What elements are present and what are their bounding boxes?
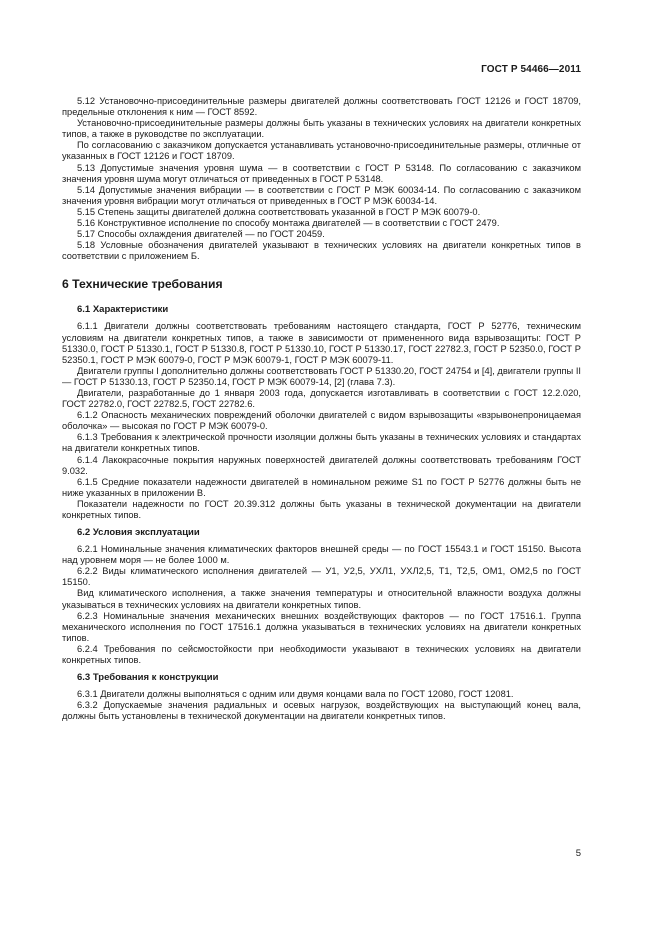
paragraph: 6.3.2 Допускаемые значения радиальных и осевых нагрузок, воздействующих на выступающий конец вала, должны быть установлены в технической документации на двигатели конкретных типов. <box>62 700 581 722</box>
paragraph: Показатели надежности по ГОСТ 20.39.312 должны быть указаны в технической документации на двигатели конкретных типов. <box>62 498 581 520</box>
paragraph: По согласованию с заказчиком допускается устанавливать установочно-присоединительные размеры, отличные от указанных в ГОСТ 12126 и ГОСТ 18709. <box>62 140 581 162</box>
paragraph: 6.1.1 Двигатели должны соответствовать требованиям настоящего стандарта, ГОСТ Р 52776, техническим условиям на двигатели конкретных типов, а также в зависимости от примененного вида взрывозащиты: ГОСТ Р 51330.0, ГОСТ Р 51330.1, ГОСТ Р 51330.8, ГОСТ Р 51330.10, ГОСТ Р 51330.17, ГОСТ 22782.3, ГОСТ Р 52350.0, ГОСТ Р 52350.1, ГОСТ Р МЭК 60079-0, ГОСТ Р МЭК 60079-1, ГОСТ Р МЭК 60079-11. <box>62 321 581 365</box>
paragraph: 5.18 Условные обозначения двигателей указывают в технических условиях на двигатели конкретных типов в соответствии с приложением Б. <box>62 240 581 262</box>
paragraph: Вид климатического исполнения, а также значения температуры и относительной влажности воздуха должны указываться в технических условиях на двигатели конкретных типов. <box>62 588 581 610</box>
paragraph: 6.2.3 Номинальные значения механических внешних воздействующих факторов — по ГОСТ 17516.1. Группа механического исполнения по ГОСТ 17516.1 должна указываться в технических условиях на двигатели конкретных типов. <box>62 610 581 643</box>
paragraph: 6.2.1 Номинальные значения климатических факторов внешней среды — по ГОСТ 15543.1 и ГОСТ 15150. Высота над уровнем моря — не более 1000 м. <box>62 544 581 566</box>
paragraph: 6.1.3 Требования к электрической прочности изоляции должны быть указаны в технических условиях и стандартах на двигатели конкретных типов. <box>62 432 581 454</box>
paragraph: Установочно-присоединительные размеры должны быть указаны в технических условиях на двигатели конкретных типов, а также в руководстве по эксплуатации. <box>62 118 581 140</box>
paragraph: 5.16 Конструктивное исполнение по способу монтажа двигателей — в соответствии с ГОСТ 2479. <box>77 218 500 229</box>
paragraph: 6.1.5 Средние показатели надежности двигателей в номинальном режиме S1 по ГОСТ Р 52776 должны быть не ниже указанных в приложении В. <box>62 476 581 498</box>
paragraph: 5.14 Допустимые значения вибрации — в соответствии с ГОСТ Р МЭК 60034-14. По согласованию с заказчиком значения уровня вибрации могут отличаться от приведенных в ГОСТ Р МЭК 60034-14. <box>62 184 581 206</box>
subsection-title: 6.3 Требования к конструкции <box>77 672 219 684</box>
paragraph: 6.3.1 Двигатели должны выполняться с одним или двумя концами вала по ГОСТ 12080, ГОСТ 12081. <box>77 689 514 700</box>
paragraph: 6.1.4 Лакокрасочные покрытия наружных поверхностей двигателей должны соответствовать требованиям ГОСТ 9.032. <box>62 454 581 476</box>
paragraph: 6.1.2 Опасность механических повреждений оболочки двигателей с видом взрывозащиты «взрывонепроницаемая оболочка» — высокая по ГОСТ Р МЭК 60079-0. <box>62 410 581 432</box>
page-number: 5 <box>575 848 581 859</box>
subsection-title: 6.2 Условия эксплуатации <box>77 527 200 539</box>
document-page <box>62 0 581 936</box>
standard-header: ГОСТ Р 54466—2011 <box>481 64 581 75</box>
paragraph: Двигатели, разработанные до 1 января 2003 года, допускается изготавливать в соответствии с ГОСТ 12.2.020, ГОСТ 22782.0, ГОСТ 22782.5, ГОСТ 22782.6. <box>62 387 581 410</box>
section-title: 6 Технические требования <box>62 277 223 292</box>
paragraph: Двигатели группы I дополнительно должны соответствовать ГОСТ Р 51330.20, ГОСТ 24754 и [4], двигатели группы II — ГОСТ Р 51330.13, ГОСТ Р 52350.14, ГОСТ Р МЭК 60079-14, [2] (глава 7.3). <box>62 365 581 387</box>
paragraph: 5.17 Способы охлаждения двигателей — по ГОСТ 20459. <box>77 229 325 240</box>
subsection-title: 6.1 Характеристики <box>77 304 169 316</box>
page-content <box>62 96 581 722</box>
paragraph: 5.15 Степень защиты двигателей должна соответствовать указанной в ГОСТ Р МЭК 60079-0. <box>77 206 481 217</box>
paragraph: 5.12 Установочно-присоединительные размеры двигателей должны соответствовать ГОСТ 12126 и ГОСТ 18709, предельные отклонения к ним — ГОСТ 8592. <box>62 96 581 118</box>
paragraph: 6.2.2 Виды климатического исполнения двигателей — У1, У2,5, УХЛ1, УХЛ2,5, Т1, Т2,5, ОМ1, ОМ2,5 по ГОСТ 15150. <box>62 566 581 588</box>
paragraph: 5.13 Допустимые значения уровня шума — в соответствии с ГОСТ Р 53148. По согласованию с заказчиком значения уровня шума могут отличаться от приведенных в ГОСТ Р 53148. <box>62 162 581 184</box>
paragraph: 6.2.4 Требования по сейсмостойкости при необходимости указывают в технических условиях на двигатели конкретных типов. <box>62 643 581 666</box>
